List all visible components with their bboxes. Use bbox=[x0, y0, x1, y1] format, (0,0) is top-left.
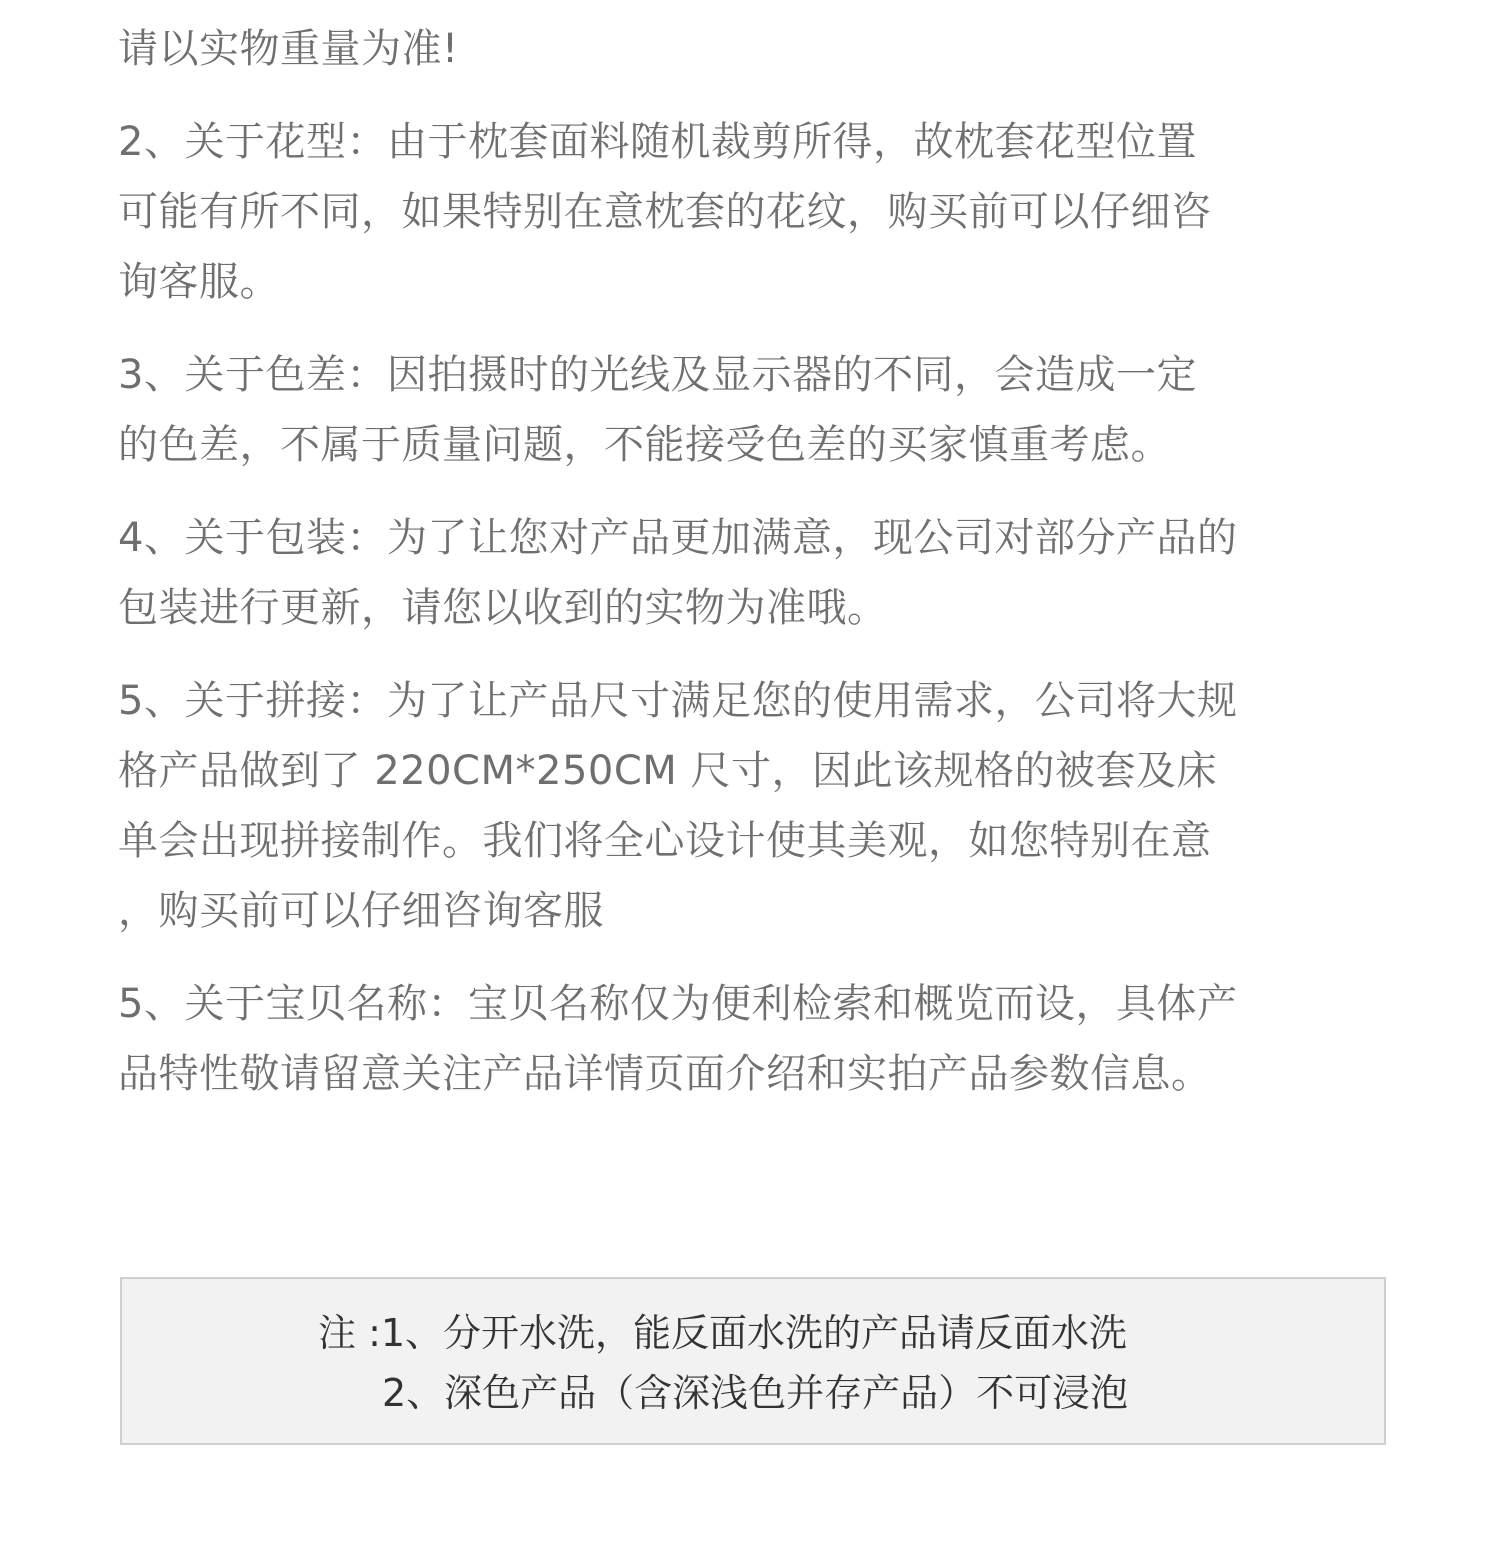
text-line: 的色差，不属于质量问题，不能接受色差的买家慎重考虑。 bbox=[118, 422, 1171, 468]
text-line: 5、关于宝贝名称：宝贝名称仅为便利检索和概览而设，具体产 bbox=[118, 981, 1238, 1027]
text-line: 包装进行更新，请您以收到的实物为准哦。 bbox=[118, 585, 888, 631]
text-line: 格产品做到了 220CM*250CM 尺寸，因此该规格的被套及床 bbox=[118, 748, 1218, 794]
paragraph-color-difference bbox=[118, 340, 1392, 480]
text-line: 请以实物重量为准! bbox=[118, 26, 459, 72]
text-line: 2、关于花型：由于枕套面料随机裁剪所得，故枕套花型位置 bbox=[118, 119, 1197, 165]
paragraph-packaging bbox=[118, 503, 1392, 643]
note-line-2: 2、深色产品（含深浅色并存产品）不可浸泡 bbox=[382, 1371, 1129, 1415]
text-line: ，购买前可以仔细咨询客服 bbox=[118, 888, 604, 934]
paragraph-pattern bbox=[118, 107, 1392, 317]
notice-content bbox=[118, 14, 1392, 1132]
paragraph-weight bbox=[118, 14, 1392, 84]
text-line: 5、关于拼接：为了让产品尺寸满足您的使用需求，公司将大规 bbox=[118, 678, 1238, 724]
paragraph-splicing bbox=[118, 666, 1392, 946]
washing-note-text bbox=[318, 1303, 1128, 1423]
paragraph-product-name bbox=[118, 969, 1392, 1109]
text-line: 4、关于包装：为了让您对产品更加满意，现公司对部分产品的 bbox=[118, 515, 1238, 561]
text-line: 品特性敬请留意关注产品详情页面介绍和实拍产品参数信息。 bbox=[118, 1051, 1212, 1097]
washing-note-box bbox=[120, 1277, 1386, 1445]
note-line-1: 注 :1、分开水洗，能反面水洗的产品请反面水洗 bbox=[318, 1311, 1128, 1355]
text-line: 3、关于色差：因拍摄时的光线及显示器的不同，会造成一定 bbox=[118, 352, 1197, 398]
text-line: 可能有所不同，如果特别在意枕套的花纹，购买前可以仔细咨 bbox=[118, 189, 1212, 235]
text-line: 询客服。 bbox=[118, 259, 280, 305]
text-line: 单会出现拼接制作。我们将全心设计使其美观，如您特别在意 bbox=[118, 818, 1212, 864]
